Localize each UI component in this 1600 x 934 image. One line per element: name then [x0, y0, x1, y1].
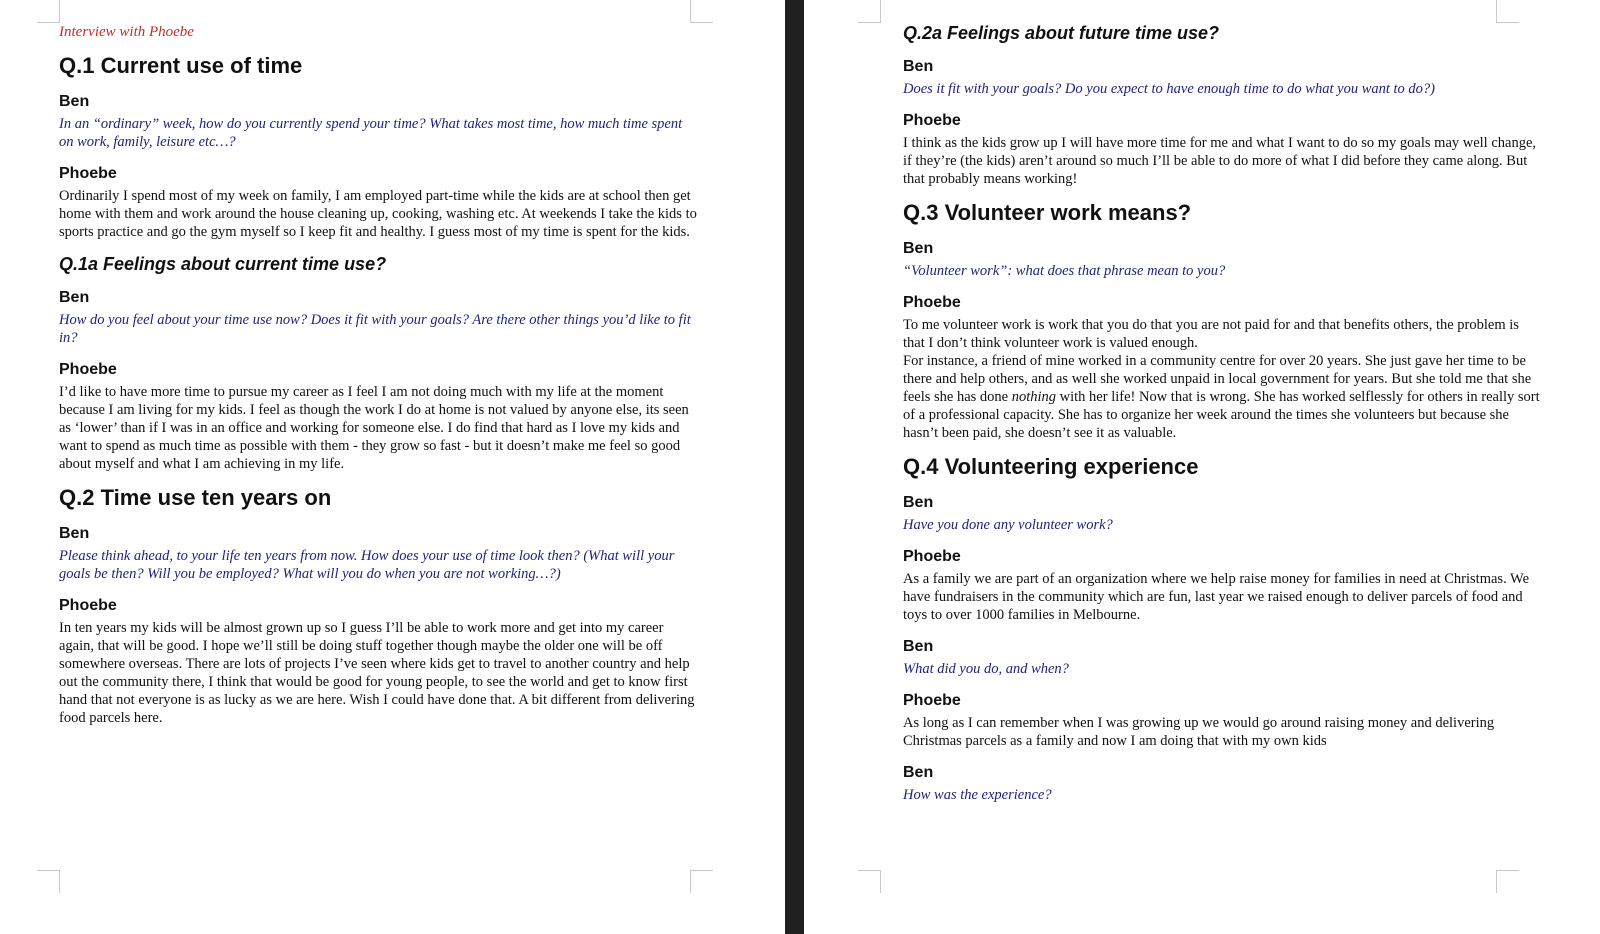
speaker-phoebe: Phoebe — [903, 548, 961, 565]
crop-mark — [37, 0, 60, 23]
interviewer-question: Have you done any volunteer work? — [903, 517, 1113, 533]
speaker-phoebe: Phoebe — [59, 597, 117, 614]
crop-mark — [37, 870, 60, 893]
interviewer-question: In an “ordinary” week, how do you currently spend your time? What takes most time, how much time spent on work, family, leisure etc…? — [59, 116, 683, 150]
speaker-ben: Ben — [59, 525, 90, 542]
speaker-phoebe: Phoebe — [59, 165, 117, 182]
interviewee-answer: Ordinarily I spend most of my week on family, I am employed part-time while the kids are at school then get home with them and work around the house cleaning up, cooking, washing etc. At weekends I take the kids to sports practice and go the gym myself so I keep fit and healthy. I guess most of my time is spent for the kids. — [59, 188, 697, 240]
interviewer-question: “Volunteer work”: what does that phrase mean to you? — [903, 263, 1226, 279]
crop-mark — [858, 0, 881, 23]
answer-text: For instance, a friend of mine worked in a community centre for over 20 years. She just gave her time to be there and help others, and as well she worked unpaid in local government for years. But she told me that she feels she has done — [903, 353, 1532, 405]
interviewee-answer: I’d like to have more time to pursue my career as I feel I am not doing much with my life at the moment because I am living for my kids. I feel as though the work I do at home is not valued by anyone else, its seen as ‘lower’ than if I was in an office and working for someone else. I do find that hard as I love my kids and want to spend as much time as possible with them - they grow so fast - but it doesn’t make me feel so good about myself and what I am achieving in my life. — [59, 384, 689, 472]
page-content-right — [903, 0, 1543, 804]
document-page-right — [804, 0, 1600, 934]
interviewer-question: How was the experience? — [903, 787, 1052, 803]
speaker-ben: Ben — [903, 764, 934, 781]
emphasized-word: nothing — [1011, 389, 1057, 405]
speaker-ben: Ben — [903, 58, 934, 75]
interviewee-answer: To me volunteer work is work that you do that you are not paid for and that benefits others, the problem is that I don’t think volunteer work is valued enough. — [903, 317, 1519, 351]
interviewee-answer-continued — [903, 352, 1543, 442]
speaker-phoebe: Phoebe — [903, 112, 961, 129]
q1a-heading: Q.1a Feelings about current time use? — [59, 254, 387, 274]
document-header: Interview with Phoebe — [59, 24, 194, 40]
q3-heading: Q.3 Volunteer work means? — [903, 200, 1192, 225]
crop-mark — [690, 870, 713, 893]
q2-heading: Q.2 Time use ten years on — [59, 485, 332, 510]
document-page-left — [0, 0, 785, 934]
speaker-ben: Ben — [59, 93, 90, 110]
speaker-phoebe: Phoebe — [903, 692, 961, 709]
answer-text: with her life! Now that is wrong. She has worked selflessly for others in really sort of a professional capacity. She has to organize her week around the times she volunteers but because she hasn’t been paid, she doesn’t see it as valuable. — [903, 389, 1540, 441]
interviewee-answer: I think as the kids grow up I will have more time for me and what I want to do so my goals may well change, if they’re (the kids) aren’t around so much I’ll be able to do more of what I did before they came along. But that probably means working! — [903, 135, 1537, 187]
q2a-heading: Q.2a Feelings about future time use? — [903, 23, 1220, 43]
q1-heading: Q.1 Current use of time — [59, 53, 303, 78]
interviewer-question: Please think ahead, to your life ten years from now. How does your use of time look then? (What will your goals be then? Will you be employed? What will you do when you are not working…?) — [59, 548, 675, 582]
interviewee-answer: As a family we are part of an organization where we help raise money for families in need at Christmas. We have fundraisers in the community which are fun, last year we raised enough to deliver parcels of food and toys to over 1000 families in Melbourne. — [903, 571, 1530, 623]
speaker-ben: Ben — [903, 240, 934, 257]
page-content-left — [59, 0, 699, 727]
speaker-phoebe: Phoebe — [903, 294, 961, 311]
crop-mark — [1496, 870, 1519, 893]
crop-mark — [858, 870, 881, 893]
speaker-ben: Ben — [903, 638, 934, 655]
interviewer-question: What did you do, and when? — [903, 661, 1069, 677]
interviewee-answer: As long as I can remember when I was growing up we would go around raising money and delivering Christmas parcels as a family and now I am doing that with my own kids — [903, 715, 1495, 749]
page-gutter — [785, 0, 804, 934]
interviewee-answer: In ten years my kids will be almost grown up so I guess I’ll be able to work more and get into my career again, that will be good. I hope we’ll still be doing stuff together though maybe the older one will be off somewhere overseas. There are lots of projects I’ve seen where kids get to travel to another country and help out the community there, I think that would be good for young people, to see the world and get to know first hand that not everyone is as lucky as we are here. Wish I could have done that. A bit different from delivering food parcels here. — [59, 620, 695, 726]
speaker-phoebe: Phoebe — [59, 361, 117, 378]
interviewer-question: Does it fit with your goals? Do you expect to have enough time to do what you want to do?) — [903, 81, 1435, 97]
interviewer-question: How do you feel about your time use now? Does it fit with your goals? Are there other things you’d like to fit in? — [59, 312, 691, 346]
speaker-ben: Ben — [903, 494, 934, 511]
q4-heading: Q.4 Volunteering experience — [903, 454, 1199, 479]
speaker-ben: Ben — [59, 289, 90, 306]
